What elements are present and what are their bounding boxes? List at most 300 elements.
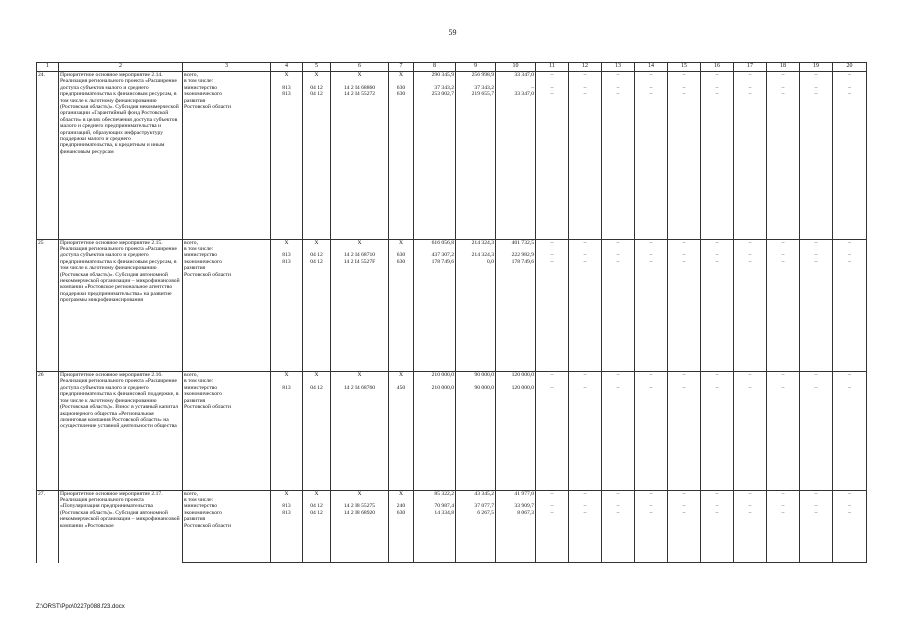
value-cell: X [389,72,414,79]
measure-name: Приоритетное основное мероприятие 2.15. Реализация регионального проекта «Расширение доступа субъектов малого и среднего предпринимательства к финансовым ресурсам, в том числе к льготному финансированию (Ростовская область)». Субсидия автономной некоммерческой организации – микрофинансовой компании «Ростовское региональное агентство поддержки предпринимательства» на развитие программы микрофинансирования [59,239,183,372]
year-value-cell [701,272,734,372]
year-value-cell: – [635,85,668,91]
year-value-cell [602,523,635,563]
value-cell: 41 977,0 [496,490,536,497]
column-number: 7 [389,63,414,72]
year-value-cell: – [602,91,635,97]
year-value-cell: – [536,72,569,79]
year-value-cell: – [767,252,800,258]
year-value-cell [833,104,867,239]
value-cell: 222 982,9 [496,252,536,258]
year-value-cell: – [767,259,800,265]
value-cell [271,404,303,490]
year-value-cell: – [635,385,668,391]
year-value-cell: – [569,85,602,91]
year-value-cell: – [602,239,635,246]
value-cell: 04 12 [303,510,331,516]
measure-name: Приоритетное основное мероприятие 2.16. Реализация регионального проекта «Расширение доступа субъектов малого и среднего предпринимательства к финансовой поддержке, в том числе к льготному финансированию (Ростовская область)». Взнос в уставный капитал акционерного общества «Региональная лизинговая компания Ростовской области» на осуществление уставной деятельности общества [59,372,183,491]
value-cell: 33 347,0 [496,91,536,97]
year-value-cell [734,104,767,239]
year-value-cell: – [668,372,701,379]
year-value-cell: – [701,259,734,265]
value-cell: 14 2 I8 68920 [331,510,389,516]
year-value-cell: – [569,385,602,391]
value-cell: 813 [271,259,303,265]
year-value-cell: – [734,490,767,497]
value-cell: X [303,372,331,379]
year-value-cell: – [602,503,635,509]
column-number: 17 [734,63,767,72]
value-cell: 813 [271,385,303,391]
executor-cell: экономического [183,259,271,265]
year-value-cell: – [602,385,635,391]
year-value-cell [800,104,833,239]
year-value-cell: – [833,490,867,497]
program-table [36,62,867,563]
year-value-cell: – [833,372,867,379]
value-cell: 14 334,8 [414,510,456,516]
executor-cell: в том числе: [183,378,271,384]
value-cell: 14 2 I4 68710 [331,252,389,258]
year-value-cell: – [536,91,569,97]
year-value-cell: – [635,372,668,379]
year-value-cell: – [833,503,867,509]
value-cell: 253 002,7 [414,91,456,97]
year-value-cell: – [668,252,701,258]
year-value-cell: – [767,503,800,509]
year-value-cell [767,404,800,490]
year-value-cell: – [668,259,701,265]
executor-cell: в том числе: [183,246,271,252]
value-cell: X [389,239,414,246]
value-cell [303,104,331,239]
value-cell: 450 [389,385,414,391]
year-value-cell: – [800,259,833,265]
year-value-cell [767,523,800,563]
year-value-cell: – [668,85,701,91]
year-value-cell: – [833,239,867,246]
executor-cell: экономического [183,510,271,516]
year-value-cell: – [734,91,767,97]
year-value-cell: – [569,259,602,265]
column-number: 11 [536,63,569,72]
year-value-cell: – [536,510,569,516]
year-value-cell: – [569,239,602,246]
value-cell: 14 2 I8 55275 [331,503,389,509]
year-value-cell [833,523,867,563]
value-cell: 43 345,2 [456,490,496,497]
year-value-cell [701,104,734,239]
year-value-cell [536,523,569,563]
value-cell: X [389,490,414,497]
value-cell: X [389,372,414,379]
year-value-cell: – [668,72,701,79]
value-cell [496,404,536,490]
year-value-cell: – [734,239,767,246]
value-cell: 04 12 [303,385,331,391]
value-cell [414,404,456,490]
year-value-cell: – [602,252,635,258]
column-number: 15 [668,63,701,72]
value-cell: 37 077,7 [456,503,496,509]
value-cell: 630 [389,259,414,265]
year-value-cell: – [569,91,602,97]
executor-cell: развития [183,516,271,522]
value-cell [414,272,456,372]
column-number: 20 [833,63,867,72]
year-value-cell: – [734,385,767,391]
year-value-cell: – [767,372,800,379]
year-value-cell: – [734,72,767,79]
value-cell [496,272,536,372]
year-value-cell: – [767,239,800,246]
value-cell: X [331,490,389,497]
value-cell: 178 749,6 [414,259,456,265]
year-value-cell [569,523,602,563]
year-value-cell [800,523,833,563]
executor-cell: всего, [183,239,271,246]
column-number: 16 [701,63,734,72]
value-cell: 0,0 [456,259,496,265]
value-cell: 630 [389,85,414,91]
executor-cell: Ростовской области [183,404,271,490]
year-value-cell: – [800,85,833,91]
year-value-cell: – [800,385,833,391]
year-value-cell: – [833,72,867,79]
year-value-cell [536,272,569,372]
value-cell: 120 000,0 [496,385,536,391]
year-value-cell: – [635,490,668,497]
year-value-cell [833,404,867,490]
value-cell: 04 12 [303,503,331,509]
value-cell: 630 [389,91,414,97]
executor-cell: Ростовской области [183,523,271,563]
executor-cell: в том числе: [183,497,271,503]
year-value-cell [668,272,701,372]
value-cell: X [303,239,331,246]
column-number: 12 [569,63,602,72]
year-value-cell: – [800,252,833,258]
value-cell: 14 2 I4 68760 [331,385,389,391]
value-cell [271,104,303,239]
value-cell: 04 12 [303,85,331,91]
executor-cell: экономического [183,391,271,397]
year-value-cell [602,104,635,239]
column-number: 1 [37,63,59,72]
value-cell: 14 2 I4 68860 [331,85,389,91]
value-cell: 04 12 [303,252,331,258]
value-cell: 437 307,2 [414,252,456,258]
column-number: 9 [456,63,496,72]
value-cell: X [331,72,389,79]
value-cell: 120 000,0 [496,372,536,379]
value-cell: 37 343,2 [456,85,496,91]
value-cell: 210 000,0 [414,372,456,379]
row-number: 25 [37,239,59,372]
executor-cell: министерство [183,252,271,258]
executor-cell: министерство [183,385,271,391]
year-value-cell [767,104,800,239]
value-cell: 256 998,9 [456,72,496,79]
value-cell: 04 12 [303,91,331,97]
year-value-cell: – [833,85,867,91]
year-value-cell: – [668,91,701,97]
column-number-row [37,63,867,72]
year-value-cell: – [701,252,734,258]
year-value-cell [536,104,569,239]
value-cell: 616 056,8 [414,239,456,246]
value-cell: 6 267,5 [456,510,496,516]
value-cell: X [303,490,331,497]
value-cell: 630 [389,252,414,258]
value-cell: 37 343,2 [414,85,456,91]
year-value-cell: – [734,372,767,379]
year-value-cell: – [701,91,734,97]
year-value-cell: – [767,85,800,91]
column-number: 2 [59,63,183,72]
year-value-cell: – [701,490,734,497]
value-cell: 813 [271,503,303,509]
value-cell [389,404,414,490]
value-cell: 813 [271,91,303,97]
year-value-cell: – [635,91,668,97]
year-value-cell: – [833,385,867,391]
value-cell: 70 987,4 [414,503,456,509]
year-value-cell [800,404,833,490]
value-cell [456,272,496,372]
column-number: 3 [183,63,271,72]
year-value-cell: – [701,72,734,79]
value-cell: 04 12 [303,259,331,265]
year-value-cell: – [800,490,833,497]
executor-cell: всего, [183,372,271,379]
value-cell: 14 2 I4 5527F [331,259,389,265]
year-value-cell: – [602,72,635,79]
year-value-cell [734,404,767,490]
year-value-cell [701,404,734,490]
year-value-cell: – [536,252,569,258]
value-cell: 813 [271,252,303,258]
year-value-cell [635,404,668,490]
year-value-cell [800,272,833,372]
measure-name: Приоритетное основное мероприятие 2.17. Реализация регионального проекта «Популяризация предпринимательства (Ростовская область)». Субсидия автономной некоммерческой организации – микрофинансовой компании «Ростовское [59,490,183,563]
value-cell [456,404,496,490]
year-value-cell: – [701,503,734,509]
executor-cell: развития [183,98,271,104]
row-number: 27. [37,490,59,563]
value-cell: 8 067,3 [496,510,536,516]
value-cell: 178 749,6 [496,259,536,265]
value-cell: 33 909,7 [496,503,536,509]
year-value-cell [668,404,701,490]
value-cell [496,523,536,563]
year-value-cell: – [536,490,569,497]
value-cell [389,272,414,372]
value-cell: 90 000,0 [456,372,496,379]
year-value-cell: – [536,503,569,509]
year-value-cell: – [767,91,800,97]
year-value-cell [668,104,701,239]
year-value-cell: – [701,239,734,246]
year-value-cell: – [536,85,569,91]
value-cell: X [331,239,389,246]
table-row [37,372,867,379]
year-value-cell: – [569,72,602,79]
year-value-cell: – [536,372,569,379]
column-number: 8 [414,63,456,72]
year-value-cell: – [668,490,701,497]
year-value-cell: – [833,252,867,258]
year-value-cell [569,404,602,490]
column-number: 13 [602,63,635,72]
value-cell: 214 324,3 [456,252,496,258]
column-number: 18 [767,63,800,72]
year-value-cell: – [833,91,867,97]
table-row [37,490,867,497]
year-value-cell: – [635,510,668,516]
year-value-cell: – [569,510,602,516]
column-number: 5 [303,63,331,72]
year-value-cell: – [734,503,767,509]
year-value-cell: – [701,385,734,391]
value-cell [303,272,331,372]
executor-cell: министерство [183,85,271,91]
value-cell: 90 000,0 [456,385,496,391]
value-cell [414,104,456,239]
year-value-cell: – [602,259,635,265]
value-cell: X [271,490,303,497]
year-value-cell [668,523,701,563]
value-cell: 290 345,9 [414,72,456,79]
column-number: 10 [496,63,536,72]
value-cell: 85 322,2 [414,490,456,497]
year-value-cell: – [536,385,569,391]
year-value-cell: – [668,510,701,516]
year-value-cell: – [602,490,635,497]
year-value-cell [569,104,602,239]
column-number: 14 [635,63,668,72]
year-value-cell [635,272,668,372]
year-value-cell [602,272,635,372]
executor-cell: Ростовской области [183,272,271,372]
value-cell [456,104,496,239]
value-cell [331,272,389,372]
year-value-cell: – [800,239,833,246]
value-cell [331,523,389,563]
value-cell: X [271,372,303,379]
year-value-cell [569,272,602,372]
value-cell [389,104,414,239]
value-cell: 813 [271,510,303,516]
year-value-cell: – [635,252,668,258]
year-value-cell: – [800,72,833,79]
executor-cell: Ростовской области [183,104,271,239]
value-cell: 214 324,3 [456,239,496,246]
executor-cell: развития [183,398,271,404]
page-number: 59 [448,28,457,37]
year-value-cell: – [668,385,701,391]
value-cell [389,523,414,563]
year-value-cell: – [602,510,635,516]
year-value-cell [833,272,867,372]
year-value-cell: – [767,510,800,516]
year-value-cell [701,523,734,563]
value-cell: X [271,239,303,246]
year-value-cell: – [536,259,569,265]
value-cell [456,523,496,563]
year-value-cell: – [800,372,833,379]
column-number: 19 [800,63,833,72]
value-cell [303,404,331,490]
value-cell: 33 347,0 [496,72,536,79]
value-cell [414,523,456,563]
value-cell: – [496,85,536,91]
value-cell [271,523,303,563]
value-cell: X [303,72,331,79]
year-value-cell: – [536,239,569,246]
year-value-cell [767,272,800,372]
value-cell: 210 000,0 [414,385,456,391]
year-value-cell: – [569,252,602,258]
value-cell [271,272,303,372]
year-value-cell: – [833,259,867,265]
year-value-cell [536,404,569,490]
value-cell: X [271,72,303,79]
year-value-cell: – [701,85,734,91]
column-number: 6 [331,63,389,72]
value-cell: 813 [271,85,303,91]
value-cell [331,404,389,490]
value-cell [331,104,389,239]
year-value-cell [734,523,767,563]
year-value-cell: – [800,91,833,97]
executor-cell: всего, [183,72,271,79]
year-value-cell: – [800,510,833,516]
table-row [37,72,867,79]
value-cell: 14 2 I4 55272 [331,91,389,97]
year-value-cell: – [602,85,635,91]
year-value-cell: – [767,490,800,497]
year-value-cell: – [734,510,767,516]
executor-cell: всего, [183,490,271,497]
executor-cell: в том числе: [183,78,271,84]
year-value-cell: – [668,239,701,246]
year-value-cell: – [833,510,867,516]
year-value-cell: – [734,259,767,265]
year-value-cell: – [701,510,734,516]
year-value-cell: – [800,503,833,509]
year-value-cell: – [767,385,800,391]
year-value-cell: – [734,85,767,91]
executor-cell: министерство [183,503,271,509]
value-cell: 630 [389,510,414,516]
value-cell: 219 655,7 [456,91,496,97]
year-value-cell: – [602,372,635,379]
value-cell [496,104,536,239]
value-cell [303,523,331,563]
value-cell: 240 [389,503,414,509]
year-value-cell: – [767,72,800,79]
year-value-cell: – [569,503,602,509]
row-number: 24. [37,72,59,240]
column-number: 4 [271,63,303,72]
measure-name: Приоритетное основное мероприятие 2.14. Реализация регионального проекта «Расширение доступа субъектов малого и среднего предпринимательства к финансовым ресурсам, в том числе к льготному финансированию (Ростовская область)». Субсидия некоммерческой организации «Гарантийный фонд Ростовской области» в целях обеспечения доступа субъектов малого и среднего предпринимательства и организаций, образующих инфраструктуру поддержки малого и среднего предпринимательства, к кредитным и иным финансовым ресурсам [59,72,183,240]
year-value-cell: – [569,490,602,497]
year-value-cell: – [734,252,767,258]
value-cell: X [331,372,389,379]
year-value-cell: – [635,503,668,509]
year-value-cell [602,404,635,490]
